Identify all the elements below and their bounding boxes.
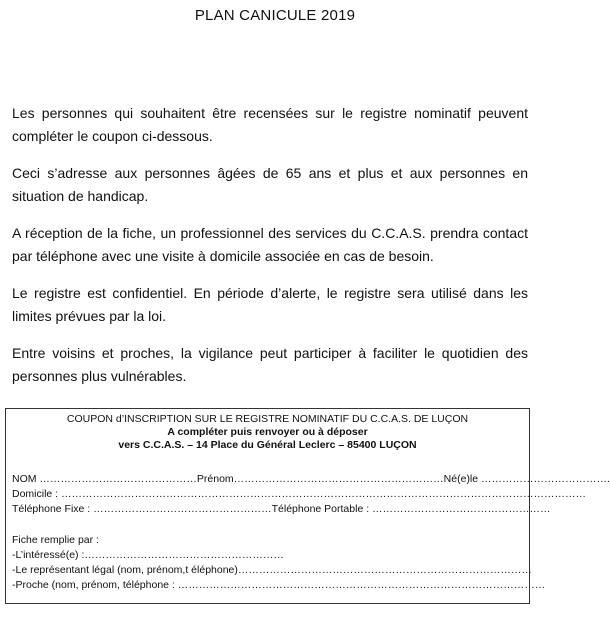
telephone-line: Téléphone Fixe : ……………………………………………Téléphone Portable : …………………………………………… — [12, 503, 551, 515]
domicile-line: Domicile : …………………………………………………………………………………………………………………………………… — [12, 488, 587, 500]
coupon-instruction: A compléter puis renvoyer ou à déposer — [167, 426, 368, 438]
page-title: PLAN CANICULE 2019 — [194, 7, 356, 24]
paragraph-vigilance: Entre voisins et proches, la vigilance peut participer à faciliter le quotidien des personnes plus vulnérables. — [12, 345, 528, 384]
coupon-address: vers C.C.A.S. – 14 Place du Général Leclerc – 85400 LUÇON — [118, 439, 417, 451]
coupon-header — [6, 413, 529, 452]
interesse-line: -L’intéressé(e) :………………………………………………… — [12, 549, 284, 561]
coupon-identity-fields — [12, 472, 610, 517]
coupon-filled-by-section — [12, 533, 546, 593]
representant-line: -Le représentant légal (nom, prénom,t éléphone)………………………………………………………………………… — [12, 564, 532, 576]
coupon-heading: COUPON d’INSCRIPTION SUR LE REGISTRE NOMINATIF DU C.C.A.S. DE LUÇON — [66, 413, 469, 425]
registration-coupon — [5, 408, 610, 604]
filled-by-label: Fiche remplie par : — [12, 534, 99, 546]
name-birth-line: NOM ………………………………………Prénom……………………………………………………Né(e)le ………………………………. — [12, 473, 610, 485]
paragraph-confidentiality: Le registre est confidentiel. En période d’alerte, le registre sera utilisé dans les limites prévues par la loi. — [12, 285, 528, 324]
body-text — [12, 102, 528, 402]
paragraph-contact: A réception de la fiche, un professionnel des services du C.C.A.S. prendra contact par téléphone avec une visite à domicile associée en cas de besoin. — [12, 225, 528, 264]
proche-line: -Proche (nom, prénom, téléphone : …………………………………………………………………………………………… — [12, 579, 546, 591]
paragraph-eligibility: Ceci s’adresse aux personnes âgées de 65 ans et plus et aux personnes en situation de handicap. — [12, 165, 528, 204]
paragraph-registration: Les personnes qui souhaitent être recensées sur le registre nominatif peuvent compléter le coupon ci-dessous. — [12, 105, 528, 144]
